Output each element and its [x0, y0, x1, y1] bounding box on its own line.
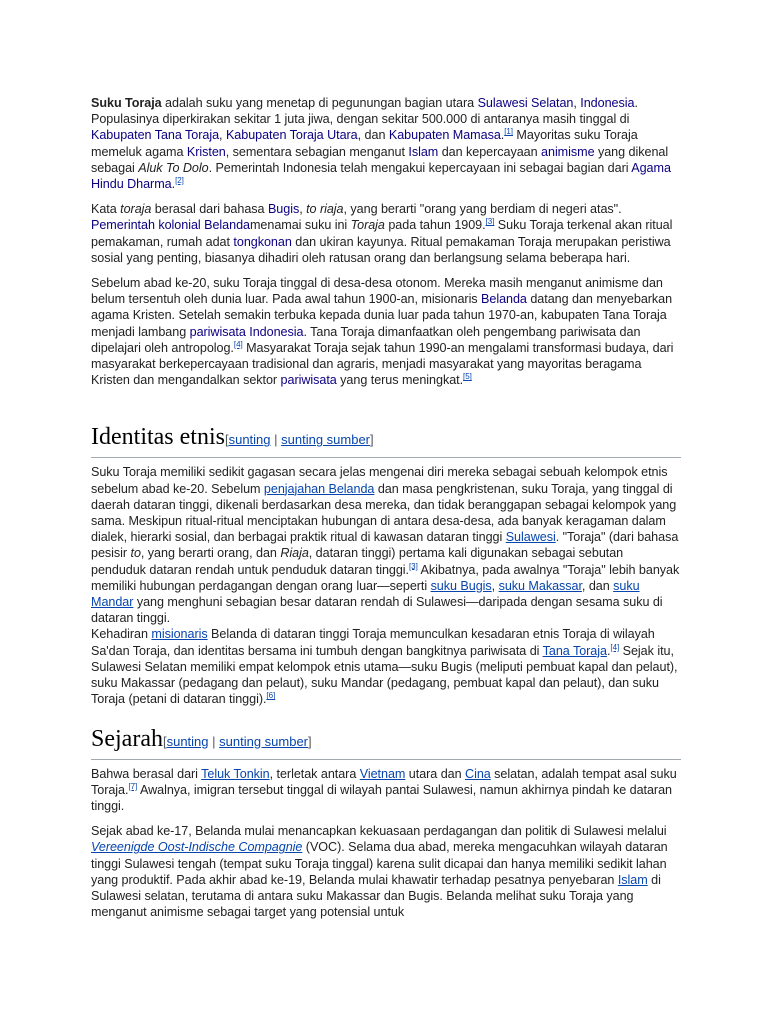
- identitas-paragraph-1: Suku Toraja memiliki sedikit gagasan secara jelas mengenai diri mereka sebagai sebuah kelompok etnis sebelum abad ke-20. Sebelum penjajahan Belanda dan masa pengkristenan, suku Toraja, yang tinggal di daerah dataran tinggi, dikenali berdasarkan desa mereka, dan tidak beranggapan sebagai kelompok yang sama. Meskipun ritual-ritual menciptakan hubungan di antara desa-desa, ada banyak keragaman dalam dialek, hierarki sosial, dan berbagai praktik ritual di kawasan dataran tinggi Sulawesi. "Toraja" (dari bahasa pesisir to, yang berarti orang, dan Riaja, dataran tinggi) pertama kali digunakan sebagai sebutan penduduk dataran rendah untuk penduduk dataran tinggi.[3] Akibatnya, pada awalnya "Toraja" lebih banyak memiliki hubungan perdagangan dengan orang luar—seperti suku Bugis, suku Makassar, dan suku Mandar yang menghuni sebagian besar dataran rendah di Sulawesi—daripada dengan sesama suku di dataran tinggi.: [91, 465, 680, 626]
- section-title-identitas-etnis: Identitas etnis: [91, 424, 225, 451]
- article-content: [91, 95, 681, 929]
- article-subject-bold: Suku Toraja: [91, 96, 162, 110]
- reference-6: [266, 691, 275, 700]
- link-sulawesi[interactable]: Sulawesi: [505, 530, 556, 545]
- link-cina[interactable]: Cina: [465, 766, 491, 781]
- link-animisme[interactable]: animisme: [541, 144, 595, 159]
- reference-7: [128, 782, 137, 791]
- reference-link-3b[interactable]: [3]: [409, 561, 418, 571]
- identitas-paragraph-2: Kehadiran misionaris Belanda di dataran tinggi Toraja memunculkan kesadaran etnis Toraja di wilayah Sa'dan Toraja, dan identitas bersama ini tumbuh dengan bangkitnya pariwisata di Tana Toraja.[4] Sejak itu, Sulawesi Selatan memiliki empat kelompok etnis utama—suku Bugis (meliputi pembuat kapal dan pelaut), suku Makassar (pedagang dan pelaut), suku Mandar (pedagang, pembuat kapal dan pelaut), dan suku Toraja (petani di dataran tinggi).[6]: [91, 627, 678, 707]
- intro-paragraph-2: Kata toraja berasal dari bahasa Bugis, to riaja, yang berarti "orang yang berdiam di negeri atas". Pemerintah kolonial Belandamenamai suku ini Toraja pada tahun 1909.[3] Suku Toraja terkenal akan ritual pemakaman, rumah adat tongkonan dan ukiran kayunya. Ritual pemakaman Toraja merupakan peristiwa sosial yang penting, biasanya dihadiri oleh ratusan orang dan berlangsung selama beberapa hari.: [91, 202, 673, 265]
- link-belanda[interactable]: Belanda: [481, 292, 527, 307]
- link-kabupaten-toraja-utara[interactable]: Kabupaten Toraja Utara: [225, 128, 358, 143]
- section-heading-identitas-etnis: [91, 422, 681, 458]
- link-suku-bugis[interactable]: suku Bugis: [430, 578, 492, 593]
- link-teluk-tonkin[interactable]: Teluk Tonkin: [201, 766, 270, 781]
- reference-link-4[interactable]: [4]: [233, 339, 243, 349]
- link-penjajahan-belanda[interactable]: penjajahan Belanda: [263, 481, 375, 496]
- edit-links: [sunting | sunting sumber]: [162, 733, 312, 749]
- link-pariwisata-indonesia[interactable]: pariwisata Indonesia: [189, 324, 304, 339]
- link-pemerintah-kolonial-belanda[interactable]: Pemerintah kolonial Belanda: [91, 218, 250, 233]
- italic-to-riaja: to riaja: [306, 202, 344, 217]
- link-suku-mandar[interactable]: suku Mandar: [91, 578, 640, 610]
- edit-link-sunting[interactable]: sunting: [228, 432, 271, 448]
- link-indonesia[interactable]: Indonesia: [580, 96, 635, 110]
- reference-4b: [610, 643, 619, 652]
- reference-link-6[interactable]: [6]: [266, 691, 276, 701]
- link-islam[interactable]: Islam: [408, 144, 439, 159]
- link-voc[interactable]: Vereenigde Oost-Indische Compagnie: [91, 840, 303, 855]
- link-agama-hindu-dharma[interactable]: Agama Hindu Dharma: [91, 160, 671, 192]
- link-vietnam[interactable]: Vietnam: [359, 766, 406, 781]
- link-pariwisata[interactable]: pariwisata: [280, 373, 337, 388]
- edit-link-sunting-sumber[interactable]: sunting sumber: [281, 432, 371, 448]
- link-islam-2[interactable]: Islam: [617, 872, 648, 887]
- link-kabupaten-mamasa[interactable]: Kabupaten Mamasa: [388, 128, 501, 143]
- reference-1: [504, 127, 513, 136]
- reference-link-7[interactable]: [7]: [128, 781, 138, 791]
- link-kabupaten-tana-toraja[interactable]: Kabupaten Tana Toraja: [91, 128, 220, 143]
- reference-link-2[interactable]: [2]: [175, 175, 184, 185]
- link-kristen[interactable]: Kristen: [186, 144, 226, 159]
- italic-toraja: toraja: [120, 202, 152, 217]
- link-tana-toraja[interactable]: Tana Toraja: [542, 643, 607, 658]
- link-suku-makassar[interactable]: suku Makassar: [498, 578, 582, 593]
- section-heading-sejarah: [91, 724, 681, 760]
- italic-aluk-to-dolo: Aluk To Dolo: [138, 160, 209, 175]
- link-bugis[interactable]: Bugis: [267, 202, 300, 217]
- intro-paragraph-3: Sebelum abad ke-20, suku Toraja tinggal di desa-desa otonom. Mereka masih menganut animisme dan belum tersentuh oleh dunia luar. Pada awal tahun 1900-an, misionaris Belanda datang dan menyebarkan agama Kristen. Setelah semakin terbuka kepada dunia luar pada tahun 1970-an, kabupaten Tana Toraja menjadi lambang pariwisata Indonesia. Tana Toraja dimanfaatkan oleh pengembang pariwisata dan dipelajari oleh antropolog.[4] Masyarakat Toraja sejak tahun 1990-an mengalami transformasi budaya, dari masyarakat berkepercayaan tradisional dan agraris, menjadi masyarakat yang mayoritas beragama Kristen dan mengandalkan sektor pariwisata yang terus meningkat.[5]: [91, 276, 674, 388]
- reference-link-4b[interactable]: [4]: [610, 642, 620, 652]
- intro-paragraph-1: Suku Toraja adalah suku yang menetap di pegunungan bagian utara Sulawesi Selatan, Indonesia. Populasinya diperkirakan sekitar 1 juta jiwa, dengan sekitar 500.000 di antaranya masih tinggal di Kabupaten Tana Toraja, Kabupaten Toraja Utara, dan Kabupaten Mamasa.[1] Mayoritas suku Toraja memeluk agama Kristen, sementara sebagian menganut Islam dan kepercayaan animisme yang dikenal sebagai Aluk To Dolo. Pemerintah Indonesia telah mengakui kepercayaan ini sebagai bagian dari Agama Hindu Dharma.[2]: [91, 96, 671, 192]
- italic-to: to: [130, 546, 141, 561]
- link-misionaris[interactable]: misionaris: [151, 627, 208, 642]
- sejarah-paragraph-1: Bahwa berasal dari Teluk Tonkin, terletak antara Vietnam utara dan Cina selatan, adalah tempat asal suku Toraja.[7] Awalnya, imigran tersebut tinggal di wilayah pantai Sulawesi, namun akhirnya pindah ke dataran tinggi.: [91, 766, 677, 813]
- reference-link-5[interactable]: [5]: [463, 372, 472, 382]
- italic-riaja: Riaja: [280, 546, 309, 561]
- link-sulawesi-selatan[interactable]: Sulawesi Selatan: [477, 96, 574, 110]
- reference-link-3[interactable]: [3]: [485, 217, 495, 227]
- edit-links: [sunting | sunting sumber]: [224, 432, 374, 448]
- reference-3b: [409, 561, 418, 570]
- reference-2: [175, 176, 184, 185]
- edit-link-sunting[interactable]: sunting: [166, 733, 209, 749]
- reference-link-1[interactable]: [1]: [504, 127, 513, 137]
- reference-5: [463, 372, 472, 381]
- sejarah-paragraph-2: Sejak abad ke-17, Belanda mulai menancapkan kekuasaan perdagangan dan politik di Sulawesi melalui Vereenigde Oost-Indische Compagnie (VOC). Selama dua abad, mereka mengacuhkan wilayah dataran tinggi Sulawesi tengah (tempat suku Toraja tinggal) karena sulit dicapai dan hanya memiliki sedikit lahan yang produktif. Pada akhir abad ke-19, Belanda mulai khawatir terhadap pesatnya penyebaran Islam di Sulawesi selatan, terutama di antara suku Makassar dan Bugis. Belanda melihat suku Toraja yang menganut animisme sebagai target yang potensial untuk: [91, 824, 668, 920]
- link-tongkonan[interactable]: tongkonan: [233, 234, 292, 249]
- reference-4: [234, 340, 243, 349]
- italic-toraja-2: Toraja: [350, 218, 385, 233]
- edit-link-sunting-sumber[interactable]: sunting sumber: [219, 733, 309, 749]
- section-title-sejarah: Sejarah: [91, 725, 163, 752]
